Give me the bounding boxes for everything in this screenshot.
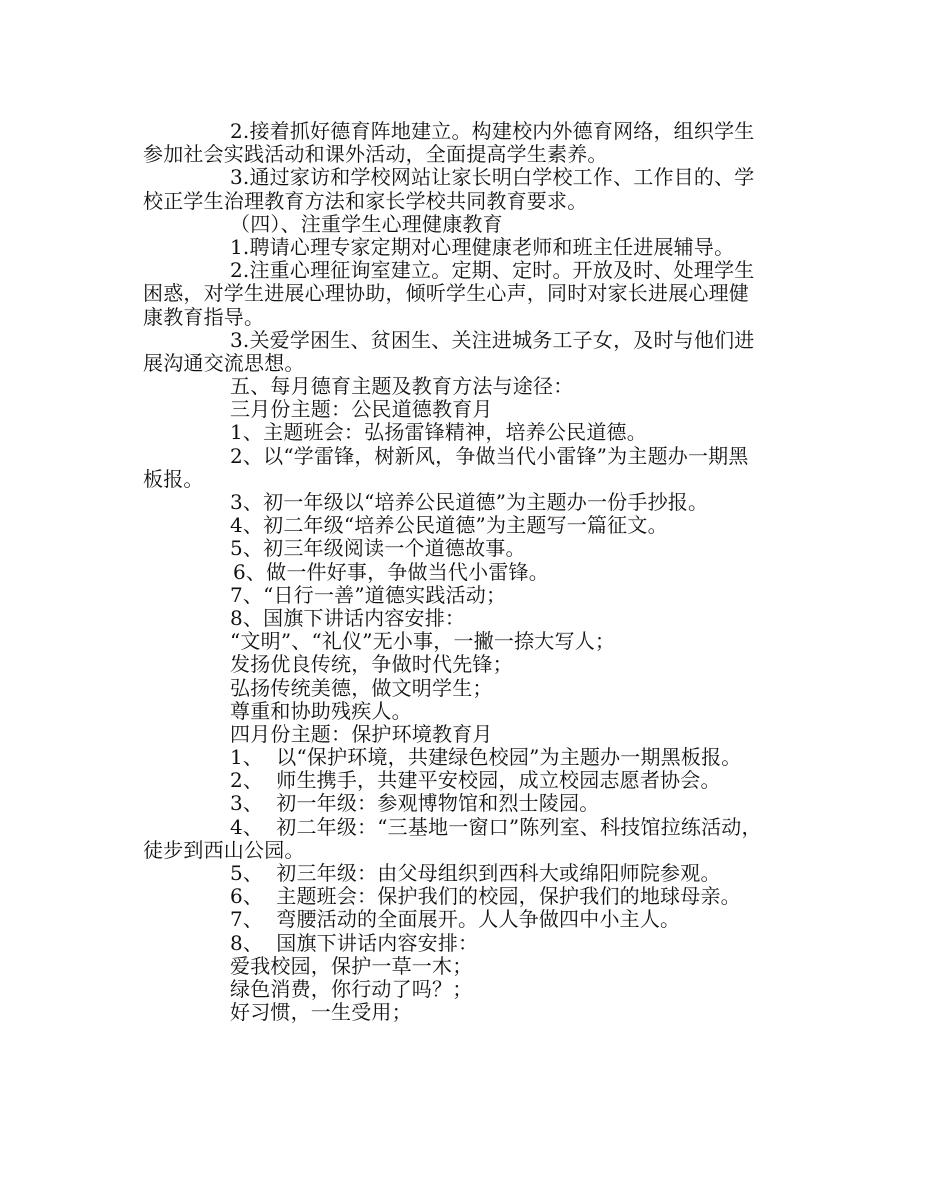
text-line: 6、 主题班会：保护我们的校园，保护我们的地球母亲。 (230, 884, 741, 909)
text-line: 五、每月德育主题及教育方法与途径： (230, 374, 574, 399)
text-line: “文明”、“礼仪”无小事，一撇一捺大写人； (230, 629, 616, 654)
text-line: 四月份主题：保护环境教育月 (230, 721, 493, 746)
text-line: 康教育指导。 (143, 304, 265, 329)
text-line: 7、“日行一善”道德实践活动； (230, 582, 507, 607)
text-line: 4、 初二年级：“三基地一窗口”陈列室、科技馆拉练活动， (230, 814, 762, 839)
text-line: 2、以“学雷锋，树新风，争做当代小雷锋”为主题办一期黑 (230, 443, 749, 468)
text-line: 板报。 (143, 466, 204, 491)
text-line: 校正学生治理教育方法和家长学校共同教育要求。 (143, 188, 588, 213)
text-line: （四）、注重学生心理健康教育 (230, 211, 503, 236)
text-line: 展沟通交流思想。 (143, 350, 305, 375)
text-line: 参加社会实践活动和课外活动，全面提高学生素养。 (143, 142, 608, 167)
text-line: 1.聘请心理专家定期对心理健康老师和班主任进展辅导。 (230, 234, 735, 259)
text-line: 4、初二年级“培养公民道德”为主题写一篇征文。 (230, 513, 668, 538)
text-line: 8、 国旗下讲话内容安排： (230, 930, 479, 955)
text-line: 徒步到西山公园。 (143, 837, 305, 862)
document-body (143, 120, 815, 1024)
text-line: 3、 初一年级：参观博物馆和烈士陵园。 (230, 791, 600, 816)
text-line: 2、 师生携手，共建平安校园，成立校园志愿者协会。 (230, 768, 721, 793)
text-line: 5、初三年级阅读一个道德故事。 (230, 536, 526, 561)
text-line: 1、主题班会：弘扬雷锋精神，培养公民道德。 (230, 420, 647, 445)
text-line: 尊重和协助残疾人。 (230, 698, 412, 723)
text-line: 3.关爱学困生、贫困生、关注进城务工子女，及时与他们进 (230, 327, 755, 352)
text-line: 弘扬传统美德，做文明学生； (230, 675, 493, 700)
text-line: 1、 以“保护环境，共建绿色校园”为主题办一期黑板报。 (230, 745, 742, 770)
text-line: 8、国旗下讲话内容安排： (230, 605, 466, 630)
text-line: 3、初一年级以“培养公民道德”为主题办一份手抄报。 (230, 490, 709, 514)
text-line: 7、 弯腰活动的全面展开。人人争做四中小主人。 (230, 907, 681, 932)
text-line: 好习惯，一生受用； (230, 1000, 412, 1025)
text-line: 三月份主题：公民道德教育月 (230, 397, 493, 422)
text-line: 3.通过家访和学校网站让家长明白学校工作、工作目的、学 (230, 165, 755, 190)
text-line: 绿色消费，你行动了吗？； (230, 976, 473, 1001)
text-line: 6、做一件好事，争做当代小雷锋。 (233, 559, 549, 584)
text-line: 爱我校园，保护一草一木； (230, 953, 473, 978)
text-line: 2.接着抓好德育阵地建立。构建校内外德育网络，组织学生 (230, 119, 755, 143)
text-line: 发扬优良传统，争做时代先锋； (230, 652, 513, 677)
text-line: 5、 初三年级：由父母组织到西科大或绵阳师院参观。 (230, 861, 721, 885)
text-line: 困惑，对学生进展心理协助，倾听学生心声，同时对家长进展心理健 (143, 281, 749, 306)
text-line: 2.注重心理征询室建立。定期、定时。开放及时、处理学生 (230, 258, 755, 283)
